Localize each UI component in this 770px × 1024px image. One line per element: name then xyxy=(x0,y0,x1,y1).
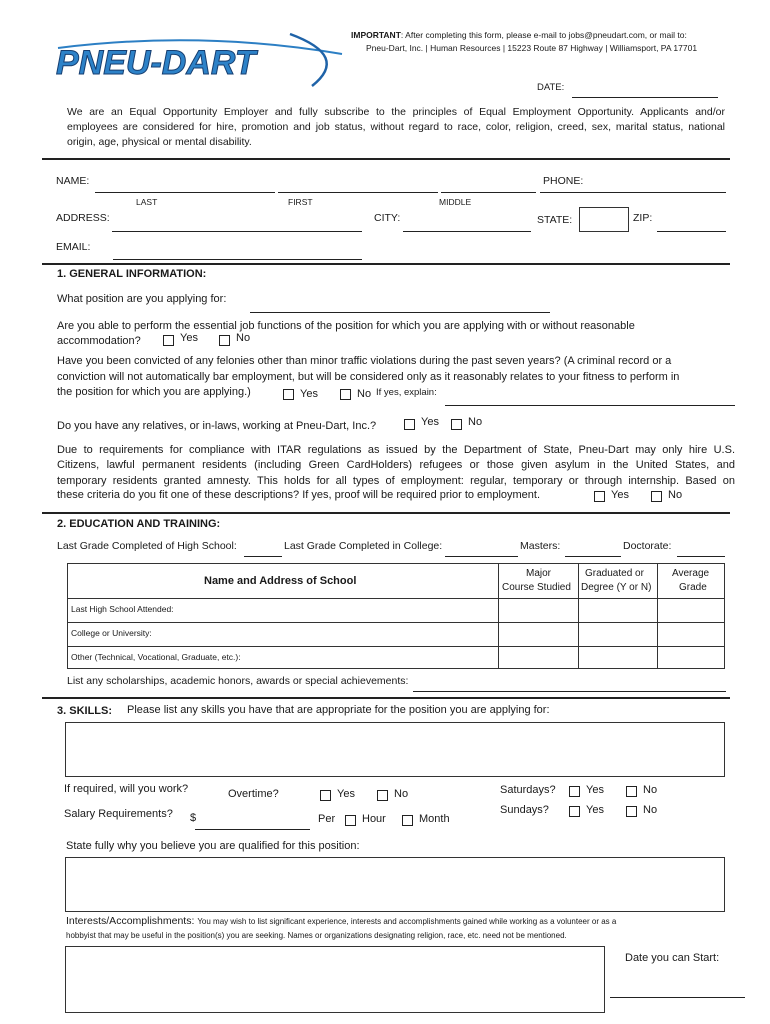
col-grad-header-2: Degree (Y or N) xyxy=(581,582,652,593)
sundays-yes-checkbox[interactable] xyxy=(569,806,580,817)
overtime-yes-checkbox[interactable] xyxy=(320,790,331,801)
if-yes-explain-label: If yes, explain: xyxy=(376,387,437,398)
education-heading: 2. EDUCATION AND TRAINING: xyxy=(57,518,221,530)
general-heading: 1. GENERAL INFORMATION: xyxy=(57,268,207,280)
masters-field[interactable] xyxy=(565,556,621,557)
important-text: : After completing this form, please e-mail to jobs@pneudart.com, or mail to: xyxy=(400,30,687,40)
felony-question-1: Have you been convicted of any felonies other than minor traffic violations during the past seven years? (A criminal record or a xyxy=(57,355,672,367)
col-name-header: Name and Address of School xyxy=(204,575,357,587)
felony-question-3: the position for which you are applying.) xyxy=(57,386,251,398)
itar-line-3: temporary residents granted amnesty. This holds for all types of employment: regular, temporary or through internship. Based on xyxy=(57,475,735,487)
salary-field[interactable] xyxy=(195,829,310,830)
interests-line-1 xyxy=(66,915,616,927)
itar-line-4: these criteria do you fit one of these descriptions? If yes, proof will be required prior to employment. xyxy=(57,489,541,501)
salary-label: Salary Requirements? xyxy=(64,808,173,820)
mailing-address: Pneu-Dart, Inc. | Human Resources | 15223 Route 87 Highway | Williamsport, PA 17701 xyxy=(366,43,698,53)
interests-text-1: You may wish to list significant experience, interests and accomplishments gained while working as a volunteer or as a xyxy=(197,917,617,926)
position-field[interactable] xyxy=(250,312,550,313)
section-3-divider xyxy=(42,697,730,699)
able-question-1: Are you able to perform the essential job functions of the position for which you are applying with or without reasonable xyxy=(57,320,635,332)
intro-line-1: We are an Equal Opportunity Employer and fully subscribe to the principles of Equal Employment Opportunity. Applicants and/or xyxy=(67,106,725,118)
city-field[interactable] xyxy=(403,231,531,232)
hs-grade-field[interactable] xyxy=(244,556,282,557)
row-high-school: Last High School Attended: xyxy=(71,604,174,614)
header-divider xyxy=(42,158,730,160)
row-college: College or University: xyxy=(71,628,152,638)
relatives-yes-checkbox[interactable] xyxy=(404,419,415,430)
able-no-checkbox[interactable] xyxy=(219,335,230,346)
overtime-yes-label: Yes xyxy=(337,788,355,800)
start-date-field[interactable] xyxy=(610,997,745,998)
scholarships-field[interactable] xyxy=(413,691,726,692)
work-question: If required, will you work? xyxy=(64,783,189,795)
overtime-no-label: No xyxy=(394,788,409,800)
name-label: NAME: xyxy=(56,175,90,187)
city-label: CITY: xyxy=(374,212,401,224)
sundays-no-label: No xyxy=(643,804,658,816)
logo-text: PNEU-DART xyxy=(56,44,256,82)
important-notice xyxy=(351,30,687,40)
able-yes-label: Yes xyxy=(180,332,198,344)
per-hour-label: Hour xyxy=(362,813,386,825)
col-avg-header-1: Average xyxy=(672,568,710,579)
education-table xyxy=(67,563,725,669)
able-yes-checkbox[interactable] xyxy=(163,335,174,346)
interests-textarea[interactable] xyxy=(65,946,605,1013)
able-no-label: No xyxy=(236,332,251,344)
able-question-2: accommodation? xyxy=(57,335,141,347)
zip-field[interactable] xyxy=(657,231,726,232)
col-major-header-1: Major xyxy=(526,568,552,579)
doctorate-field[interactable] xyxy=(677,556,725,557)
saturdays-yes-checkbox[interactable] xyxy=(569,786,580,797)
felony-question-2: conviction will not automatically bar employment, but will be considered only as it reasonably relates to your fitness to perform in xyxy=(57,371,680,383)
felony-explain-field[interactable] xyxy=(445,405,735,406)
college-grade-field[interactable] xyxy=(445,556,518,557)
interests-label: Interests/Accomplishments: xyxy=(66,915,195,927)
saturdays-label: Saturdays? xyxy=(500,784,556,796)
first-name-field[interactable] xyxy=(278,192,438,193)
per-hour-checkbox[interactable] xyxy=(345,815,356,826)
section-1-divider xyxy=(42,263,730,265)
phone-field[interactable] xyxy=(540,192,726,193)
scholarships-label: List any scholarships, academic honors, awards or special achievements: xyxy=(67,675,409,687)
qualified-textarea[interactable] xyxy=(65,857,725,912)
qualified-label: State fully why you believe you are qualified for this position: xyxy=(66,840,360,852)
email-label: EMAIL: xyxy=(56,241,91,253)
skills-textarea[interactable] xyxy=(65,722,725,777)
middle-name-field[interactable] xyxy=(441,192,536,193)
middle-label: MIDDLE xyxy=(439,197,472,207)
important-label: IMPORTANT xyxy=(351,30,401,40)
saturdays-yes-label: Yes xyxy=(586,784,604,796)
per-label: Per xyxy=(318,813,336,825)
felony-no-checkbox[interactable] xyxy=(340,389,351,400)
felony-yes-checkbox[interactable] xyxy=(283,389,294,400)
last-name-field[interactable] xyxy=(95,192,275,193)
sundays-no-checkbox[interactable] xyxy=(626,806,637,817)
col-avg-header-2: Grade xyxy=(679,582,707,593)
sundays-yes-label: Yes xyxy=(586,804,604,816)
email-field[interactable] xyxy=(113,259,362,260)
position-question: What position are you applying for: xyxy=(57,293,227,305)
date-label: DATE: xyxy=(537,82,565,93)
itar-yes-label: Yes xyxy=(611,489,629,501)
saturdays-no-checkbox[interactable] xyxy=(626,786,637,797)
address-field[interactable] xyxy=(112,231,362,232)
phone-label: PHONE: xyxy=(543,175,584,187)
relatives-yes-label: Yes xyxy=(421,416,439,428)
first-label: FIRST xyxy=(288,197,313,207)
col-grad-header-1: Graduated or xyxy=(585,568,644,579)
overtime-label: Overtime? xyxy=(228,788,279,800)
itar-line-1: Due to requirements for compliance with ITAR regulations as issued by the Department of State, Pneu-Dart may only hire U.S. xyxy=(57,444,735,456)
dollar-sign: $ xyxy=(190,812,197,824)
itar-line-2: Citizens, lawful permanent residents (including Green CardHolders) refugees or those given asylum in the United States, and xyxy=(57,459,735,471)
doctorate-label: Doctorate: xyxy=(623,540,672,552)
row-other: Other (Technical, Vocational, Graduate, etc.): xyxy=(71,652,241,662)
sundays-label: Sundays? xyxy=(500,804,549,816)
relatives-no-label: No xyxy=(468,416,483,428)
section-2-divider xyxy=(42,512,730,514)
felony-yes-label: Yes xyxy=(300,388,318,400)
last-label: LAST xyxy=(136,197,158,207)
skills-prompt: Please list any skills you have that are appropriate for the position you are applying for: xyxy=(127,704,550,716)
relatives-no-checkbox[interactable] xyxy=(451,419,462,430)
per-month-label: Month xyxy=(419,813,450,825)
intro-line-2: employees are considered for hire, promotion and job status, without regard to race, color, religion, creed, sex, marital status, national xyxy=(67,121,725,133)
masters-label: Masters: xyxy=(520,540,561,552)
saturdays-no-label: No xyxy=(643,784,658,796)
felony-no-label: No xyxy=(357,388,372,400)
interests-text-2: hobbyist that may be useful in the position(s) you are seeking. Names or organizations designating religion, race, etc. need not be mentioned. xyxy=(66,931,567,940)
address-label: ADDRESS: xyxy=(56,212,110,224)
itar-yes-checkbox[interactable] xyxy=(594,491,605,502)
overtime-no-checkbox[interactable] xyxy=(377,790,388,801)
college-grade-label: Last Grade Completed in College: xyxy=(284,540,443,552)
col-major-header-2: Course Studied xyxy=(502,582,571,593)
state-label: STATE: xyxy=(537,214,573,226)
skills-heading: 3. SKILLS: xyxy=(57,705,113,717)
date-field[interactable] xyxy=(572,97,718,98)
intro-line-3: origin, age, physical or mental disability. xyxy=(67,136,252,148)
zip-label: ZIP: xyxy=(633,212,653,224)
pneu-dart-logo xyxy=(50,26,350,92)
relatives-question: Do you have any relatives, or in-laws, working at Pneu-Dart, Inc.? xyxy=(57,420,377,432)
state-field[interactable] xyxy=(579,207,629,232)
start-date-label: Date you can Start: xyxy=(625,952,720,964)
hs-grade-label: Last Grade Completed of High School: xyxy=(57,540,237,552)
itar-no-label: No xyxy=(668,489,683,501)
itar-no-checkbox[interactable] xyxy=(651,491,662,502)
per-month-checkbox[interactable] xyxy=(402,815,413,826)
